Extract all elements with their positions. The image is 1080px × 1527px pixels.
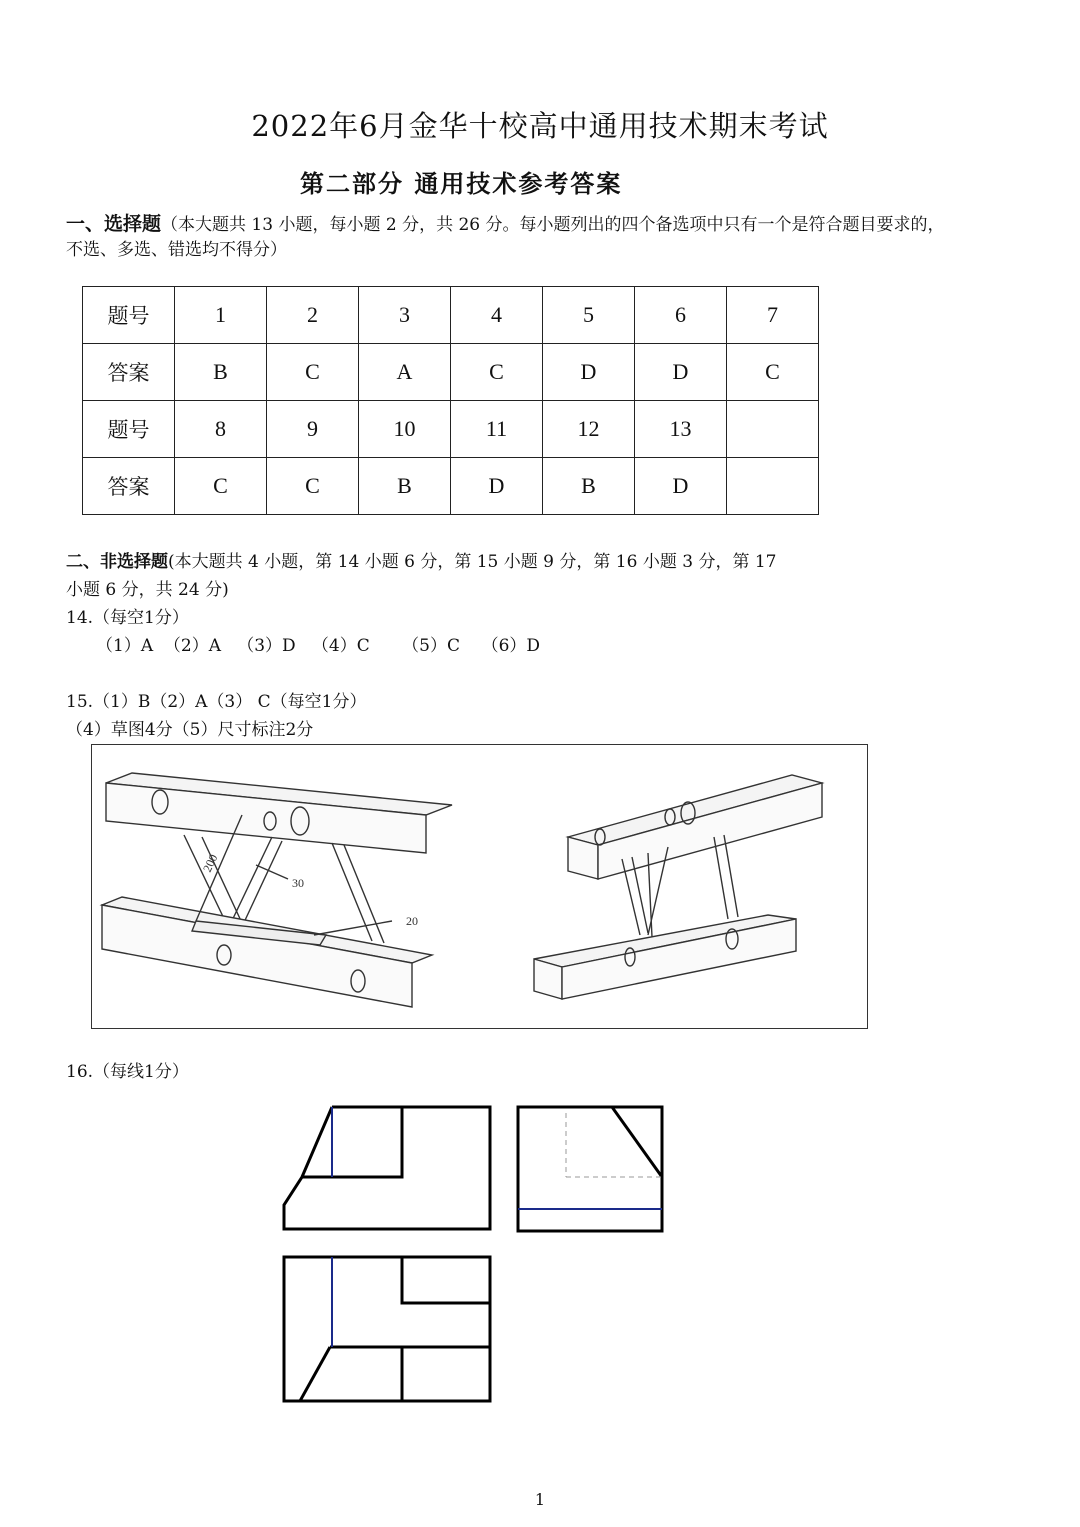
q16-front-view <box>284 1107 490 1229</box>
table-cell: 3 <box>359 287 451 344</box>
table-cell: 题号 <box>83 287 175 344</box>
section1-heading: 一、选择题 <box>66 213 162 235</box>
table-cell: B <box>543 458 635 515</box>
q16-three-views <box>270 1095 680 1415</box>
q16-side-view <box>518 1107 662 1231</box>
page-number: 1 <box>534 1490 546 1509</box>
table-cell: C <box>727 344 819 401</box>
table-cell: D <box>635 344 727 401</box>
table-cell: 11 <box>451 401 543 458</box>
table-cell: 13 <box>635 401 727 458</box>
q15-line2: （4）草图4分（5）尺寸标注2分 <box>66 720 314 740</box>
table-cell: D <box>543 344 635 401</box>
table-cell: 5 <box>543 287 635 344</box>
table-cell: 12 <box>543 401 635 458</box>
table-cell: 4 <box>451 287 543 344</box>
dim-200: 200 <box>200 852 221 875</box>
table-cell: C <box>175 458 267 515</box>
table-cell: C <box>451 344 543 401</box>
section1-desc-line1: （本大题共 13 小题，每小题 2 分，共 26 分。每小题列出的四个备选项中只有一个是符合题目要求的， <box>161 215 945 235</box>
table-cell: 8 <box>175 401 267 458</box>
q14-answer: （2）A <box>163 636 221 656</box>
table-row <box>83 287 819 344</box>
q15-sketch <box>92 745 867 1028</box>
q14-answer: （1）A <box>96 636 154 656</box>
table-cell: 6 <box>635 287 727 344</box>
table-cell: B <box>175 344 267 401</box>
table-cell: C <box>267 344 359 401</box>
q14-answer: （4）C <box>311 636 370 656</box>
q15-figure-frame <box>91 744 868 1029</box>
answer-table <box>82 286 819 515</box>
q14-answer: （5）C <box>402 636 460 656</box>
q15-line1: 15.（1）B（2）A（3） C（每空1分） <box>66 692 367 712</box>
table-cell: B <box>359 458 451 515</box>
section2-heading: 二、非选择题 <box>66 552 168 572</box>
table-cell: 答案 <box>83 458 175 515</box>
section1-desc-line2: 不选、多选、错选均不得分） <box>66 240 287 260</box>
q14-answers <box>96 632 540 660</box>
q14-answer: （6）D <box>481 636 541 656</box>
q14-label: 14.（每空1分） <box>66 608 189 628</box>
table-cell: 2 <box>267 287 359 344</box>
table-row <box>83 401 819 458</box>
q16-label: 16.（每线1分） <box>66 1062 189 1082</box>
table-cell: D <box>635 458 727 515</box>
table-cell: 7 <box>727 287 819 344</box>
table-cell <box>727 401 819 458</box>
table-row <box>83 458 819 515</box>
section2-desc-line2: 小题 6 分，共 24 分) <box>66 580 229 600</box>
section2-desc-line1: (本大题共 4 小题，第 14 小题 6 分，第 15 小题 9 分，第 16 小题 3 分，第 17 <box>168 552 777 572</box>
table-cell: C <box>267 458 359 515</box>
page-subtitle: 第二部分 通用技术参考答案 <box>300 169 623 198</box>
section1-intro <box>66 210 945 239</box>
table-cell: 答案 <box>83 344 175 401</box>
table-cell: 9 <box>267 401 359 458</box>
q16-top-view <box>284 1257 490 1401</box>
table-cell: 10 <box>359 401 451 458</box>
q14-answer: （3）D <box>237 636 296 656</box>
dim-30: 30 <box>292 876 304 890</box>
dim-20: 20 <box>406 914 418 928</box>
table-cell: D <box>451 458 543 515</box>
page-title: 2022年6月金华十校高中通用技术期末考试 <box>251 109 829 143</box>
table-row <box>83 344 819 401</box>
table-cell: 题号 <box>83 401 175 458</box>
table-cell: A <box>359 344 451 401</box>
table-cell: 1 <box>175 287 267 344</box>
table-cell <box>727 458 819 515</box>
section2-intro <box>66 548 776 576</box>
